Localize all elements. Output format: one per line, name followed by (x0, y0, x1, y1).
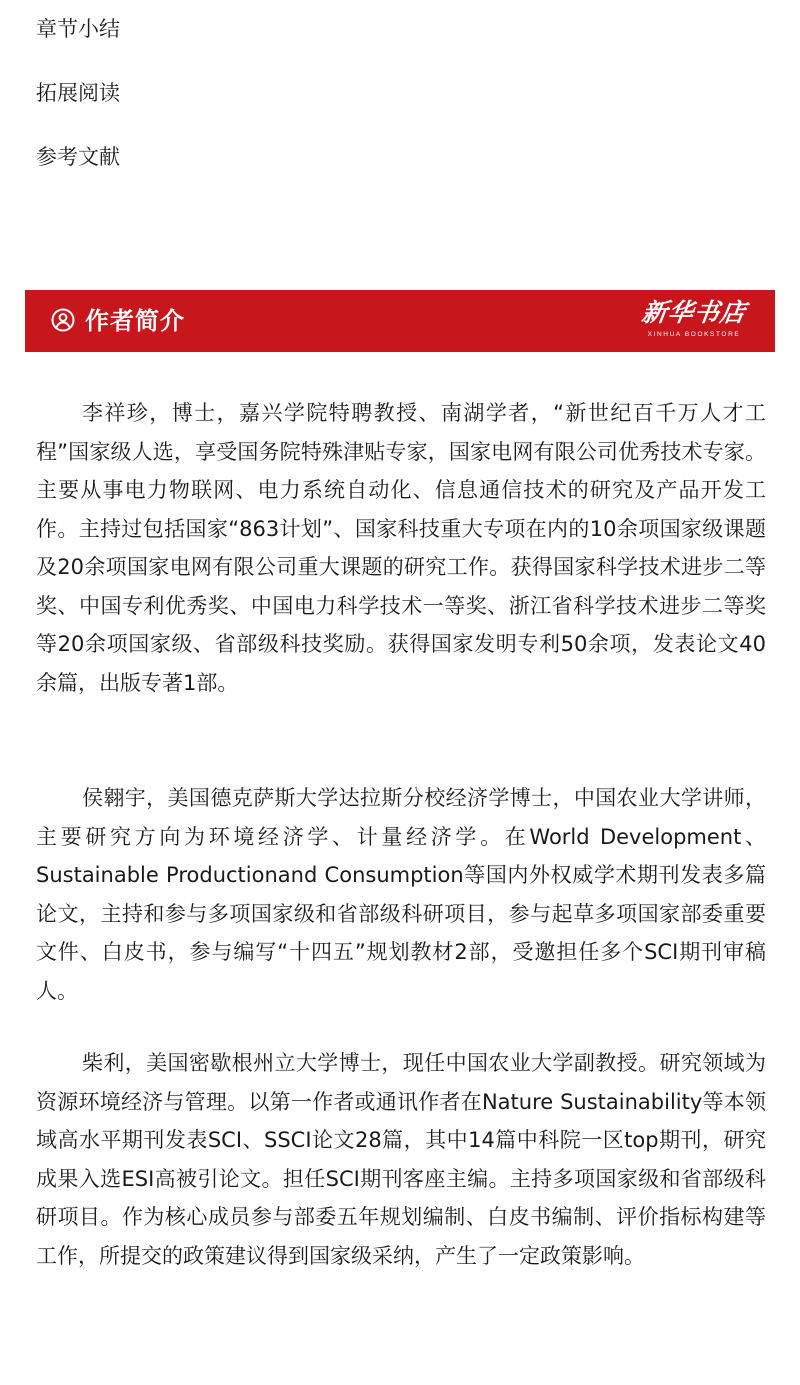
logo-subtext: XINHUA BOOKSTORE (647, 331, 741, 338)
logo-text: 新华书店 (640, 298, 749, 327)
author-bio-li-xiangzhen: 李祥珍，博士，嘉兴学院特聘教授、南湖学者，“新世纪百千万人才工程”国家级人选，享受国务院特殊津贴专家，国家电网有限公司优秀技术专家。主要从事电力物联网、电力系统自动化、信息通信技术的研究及产品开发工作。主持过包括国家“863计划”、国家科技重大专项在内的10余项国家级课题及20余项国家电网有限公司重大课题的研究工作。获得国家科学技术进步二等奖、中国专利优秀奖、中国电力科学技术一等奖、浙江省科学技术进步二等奖等20余项国家级、省部级科技奖励。获得国家发明专利50余项，发表论文40余篇，出版专著1部。 (36, 401, 766, 695)
toc-item-chapter-summary[interactable]: 章节小结 (36, 17, 120, 41)
user-circle-icon (51, 308, 75, 332)
section-title: 作者简介 (85, 307, 185, 335)
toc-item-extended-reading[interactable]: 拓展阅读 (36, 81, 120, 105)
xinhua-bookstore-logo (639, 296, 749, 344)
author-bio-chai-li: 柴利，美国密歇根州立大学博士，现任中国农业大学副教授。研究领域为资源环境经济与管理。以第一作者或通讯作者在Nature Sustainability等本领域高水平期刊发表SCI、SSCI论文28篇，其中14篇中科院一区top期刊，研究成果入选ESI高被引论文。担任SCI期刊客座主编。主持多项国家级和省部级科研项目。作为核心成员参与部委五年规划编制、白皮书编制、评价指标构建等工作，所提交的政策建议得到国家级采纳，产生了一定政策影响。 (36, 1051, 766, 1268)
author-bio-hou-aoyu: 侯翱宇，美国德克萨斯大学达拉斯分校经济学博士，中国农业大学讲师，主要研究方向为环境经济学、计量经济学。在World Development、Sustainable Productionand Consumption等国内外权威学术期刊发表多篇论文，主持和参与多项国家级和省部级科研项目，参与起草多项国家部委重要文件、白皮书，参与编写“十四五”规划教材2部，受邀担任多个SCI期刊审稿人。 (36, 786, 766, 1003)
toc-item-references[interactable]: 参考文献 (36, 145, 120, 169)
section-header-banner (25, 290, 775, 352)
